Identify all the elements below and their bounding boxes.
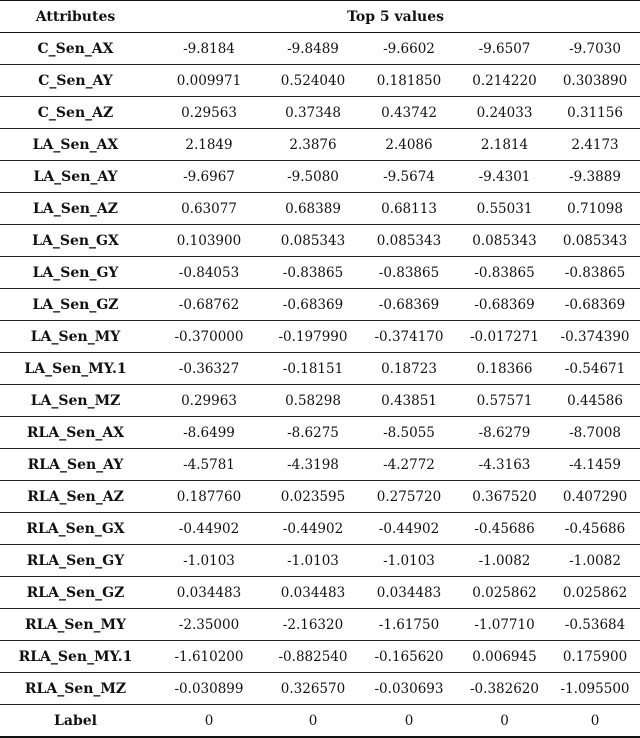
attribute-name-cell: RLA_Sen_AZ — [0, 481, 151, 513]
value-cell: 2.1849 — [151, 129, 267, 161]
value-cell: -4.3198 — [267, 449, 359, 481]
value-cell: -1.095500 — [550, 673, 640, 705]
value-cell: 0.57571 — [459, 385, 550, 417]
attribute-name-cell: RLA_Sen_MY — [0, 609, 151, 641]
attribute-name-cell: LA_Sen_AY — [0, 161, 151, 193]
value-cell: -0.374390 — [550, 321, 640, 353]
table-row — [0, 705, 640, 738]
value-cell: 0.44586 — [550, 385, 640, 417]
value-cell: -0.45686 — [550, 513, 640, 545]
value-cell: 0.025862 — [459, 577, 550, 609]
value-cell: -0.68369 — [550, 289, 640, 321]
value-cell: 0.214220 — [459, 65, 550, 97]
value-cell: 0.43851 — [359, 385, 459, 417]
value-cell: -1.0082 — [459, 545, 550, 577]
value-cell: 0.71098 — [550, 193, 640, 225]
attribute-name-cell: LA_Sen_GY — [0, 257, 151, 289]
attribute-name-cell: RLA_Sen_GY — [0, 545, 151, 577]
value-cell: -9.5674 — [359, 161, 459, 193]
table-row — [0, 97, 640, 129]
value-cell: 0.034483 — [267, 577, 359, 609]
value-cell: 0.023595 — [267, 481, 359, 513]
value-cell: 0.31156 — [550, 97, 640, 129]
table-row — [0, 289, 640, 321]
table-row — [0, 33, 640, 65]
value-cell: 0.55031 — [459, 193, 550, 225]
attribute-name-cell: LA_Sen_MZ — [0, 385, 151, 417]
value-cell: -0.030899 — [151, 673, 267, 705]
attributes-header: Attributes — [0, 1, 151, 33]
value-cell: 0.407290 — [550, 481, 640, 513]
value-cell: 0.085343 — [359, 225, 459, 257]
attribute-name-cell: RLA_Sen_MZ — [0, 673, 151, 705]
value-cell: 0.24033 — [459, 97, 550, 129]
value-cell: 0.085343 — [459, 225, 550, 257]
value-cell: 0.68389 — [267, 193, 359, 225]
value-cell: 0.58298 — [267, 385, 359, 417]
value-cell: -8.7008 — [550, 417, 640, 449]
value-cell: -0.54671 — [550, 353, 640, 385]
table-row — [0, 385, 640, 417]
value-cell: 0.275720 — [359, 481, 459, 513]
value-cell: -1.610200 — [151, 641, 267, 673]
value-cell: 0 — [151, 705, 267, 738]
table-row — [0, 641, 640, 673]
value-cell: -8.6275 — [267, 417, 359, 449]
table-row — [0, 129, 640, 161]
value-cell: -1.07710 — [459, 609, 550, 641]
attribute-name-cell: RLA_Sen_AY — [0, 449, 151, 481]
table-row — [0, 673, 640, 705]
value-cell: -8.6279 — [459, 417, 550, 449]
value-cell: 0 — [459, 705, 550, 738]
value-cell: -0.44902 — [151, 513, 267, 545]
value-cell: -0.68369 — [459, 289, 550, 321]
value-cell: -0.197990 — [267, 321, 359, 353]
value-cell: -2.35000 — [151, 609, 267, 641]
value-cell: -0.382620 — [459, 673, 550, 705]
value-cell: -0.83865 — [267, 257, 359, 289]
value-cell: -0.44902 — [359, 513, 459, 545]
value-cell: 0.37348 — [267, 97, 359, 129]
attribute-name-cell: RLA_Sen_GZ — [0, 577, 151, 609]
value-cell: 0.034483 — [151, 577, 267, 609]
value-cell: -1.0082 — [550, 545, 640, 577]
value-cell: 0.187760 — [151, 481, 267, 513]
value-cell: -9.6967 — [151, 161, 267, 193]
value-cell: 0.326570 — [267, 673, 359, 705]
table-row — [0, 449, 640, 481]
value-cell: 0 — [550, 705, 640, 738]
table-row — [0, 545, 640, 577]
value-cell: -0.45686 — [459, 513, 550, 545]
table-row — [0, 65, 640, 97]
value-cell: 0.68113 — [359, 193, 459, 225]
value-cell: 0.085343 — [267, 225, 359, 257]
value-cell: -4.3163 — [459, 449, 550, 481]
value-cell: -4.2772 — [359, 449, 459, 481]
attribute-name-cell: RLA_Sen_MY.1 — [0, 641, 151, 673]
value-cell: -0.030693 — [359, 673, 459, 705]
value-cell: -8.6499 — [151, 417, 267, 449]
value-cell: -1.0103 — [359, 545, 459, 577]
value-cell: 0.29963 — [151, 385, 267, 417]
table-row — [0, 417, 640, 449]
table-row — [0, 577, 640, 609]
table-body — [0, 33, 640, 738]
attribute-name-cell: LA_Sen_GX — [0, 225, 151, 257]
value-cell: 0.18366 — [459, 353, 550, 385]
attribute-name-cell: LA_Sen_MY.1 — [0, 353, 151, 385]
attribute-name-cell: Label — [0, 705, 151, 738]
table-row — [0, 481, 640, 513]
value-cell: 0 — [359, 705, 459, 738]
value-cell: 2.4173 — [550, 129, 640, 161]
value-cell: -2.16320 — [267, 609, 359, 641]
value-cell: 0.303890 — [550, 65, 640, 97]
attribute-name-cell: RLA_Sen_AX — [0, 417, 151, 449]
value-cell: -0.68369 — [267, 289, 359, 321]
value-cell: 2.3876 — [267, 129, 359, 161]
value-cell: 0.103900 — [151, 225, 267, 257]
value-cell: 0.63077 — [151, 193, 267, 225]
value-cell: -1.0103 — [151, 545, 267, 577]
attribute-name-cell: LA_Sen_AZ — [0, 193, 151, 225]
value-cell: 0.29563 — [151, 97, 267, 129]
value-cell: -0.83865 — [359, 257, 459, 289]
value-cell: -9.4301 — [459, 161, 550, 193]
attribute-name-cell: LA_Sen_MY — [0, 321, 151, 353]
value-cell: 0.009971 — [151, 65, 267, 97]
value-cell: -4.1459 — [550, 449, 640, 481]
value-cell: 0.524040 — [267, 65, 359, 97]
value-cell: -0.882540 — [267, 641, 359, 673]
value-cell: -9.7030 — [550, 33, 640, 65]
header-row — [0, 1, 640, 33]
value-cell: -0.83865 — [550, 257, 640, 289]
value-cell: 0.367520 — [459, 481, 550, 513]
value-cell: 0.43742 — [359, 97, 459, 129]
value-cell: -9.8489 — [267, 33, 359, 65]
table-row — [0, 321, 640, 353]
value-cell: -0.18151 — [267, 353, 359, 385]
value-cell: -0.370000 — [151, 321, 267, 353]
table-row — [0, 193, 640, 225]
value-cell: -0.68762 — [151, 289, 267, 321]
value-cell: -8.5055 — [359, 417, 459, 449]
value-cell: -1.61750 — [359, 609, 459, 641]
value-cell: 2.1814 — [459, 129, 550, 161]
value-cell: -0.44902 — [267, 513, 359, 545]
attribute-name-cell: LA_Sen_AX — [0, 129, 151, 161]
attribute-name-cell: RLA_Sen_GX — [0, 513, 151, 545]
table-row — [0, 609, 640, 641]
value-cell: -9.8184 — [151, 33, 267, 65]
table-row — [0, 257, 640, 289]
value-cell: -0.165620 — [359, 641, 459, 673]
value-cell: 0.181850 — [359, 65, 459, 97]
table-row — [0, 225, 640, 257]
attribute-name-cell: C_Sen_AY — [0, 65, 151, 97]
top-values-header: Top 5 values — [151, 1, 640, 33]
value-cell: -9.3889 — [550, 161, 640, 193]
value-cell: 0.025862 — [550, 577, 640, 609]
value-cell: 0.175900 — [550, 641, 640, 673]
value-cell: 0 — [267, 705, 359, 738]
value-cell: -0.374170 — [359, 321, 459, 353]
value-cell: -0.53684 — [550, 609, 640, 641]
table-row — [0, 353, 640, 385]
value-cell: -0.83865 — [459, 257, 550, 289]
attribute-name-cell: LA_Sen_GZ — [0, 289, 151, 321]
value-cell: 0.034483 — [359, 577, 459, 609]
value-cell: -9.6507 — [459, 33, 550, 65]
value-cell: 0.085343 — [550, 225, 640, 257]
value-cell: 0.006945 — [459, 641, 550, 673]
value-cell: 0.18723 — [359, 353, 459, 385]
value-cell: -0.68369 — [359, 289, 459, 321]
value-cell: -4.5781 — [151, 449, 267, 481]
value-cell: -0.017271 — [459, 321, 550, 353]
value-cell: -9.5080 — [267, 161, 359, 193]
attribute-name-cell: C_Sen_AX — [0, 33, 151, 65]
value-cell: 2.4086 — [359, 129, 459, 161]
table-row — [0, 161, 640, 193]
value-cell: -1.0103 — [267, 545, 359, 577]
value-cell: -9.6602 — [359, 33, 459, 65]
value-cell: -0.84053 — [151, 257, 267, 289]
value-cell: -0.36327 — [151, 353, 267, 385]
attribute-name-cell: C_Sen_AZ — [0, 97, 151, 129]
table-row — [0, 513, 640, 545]
